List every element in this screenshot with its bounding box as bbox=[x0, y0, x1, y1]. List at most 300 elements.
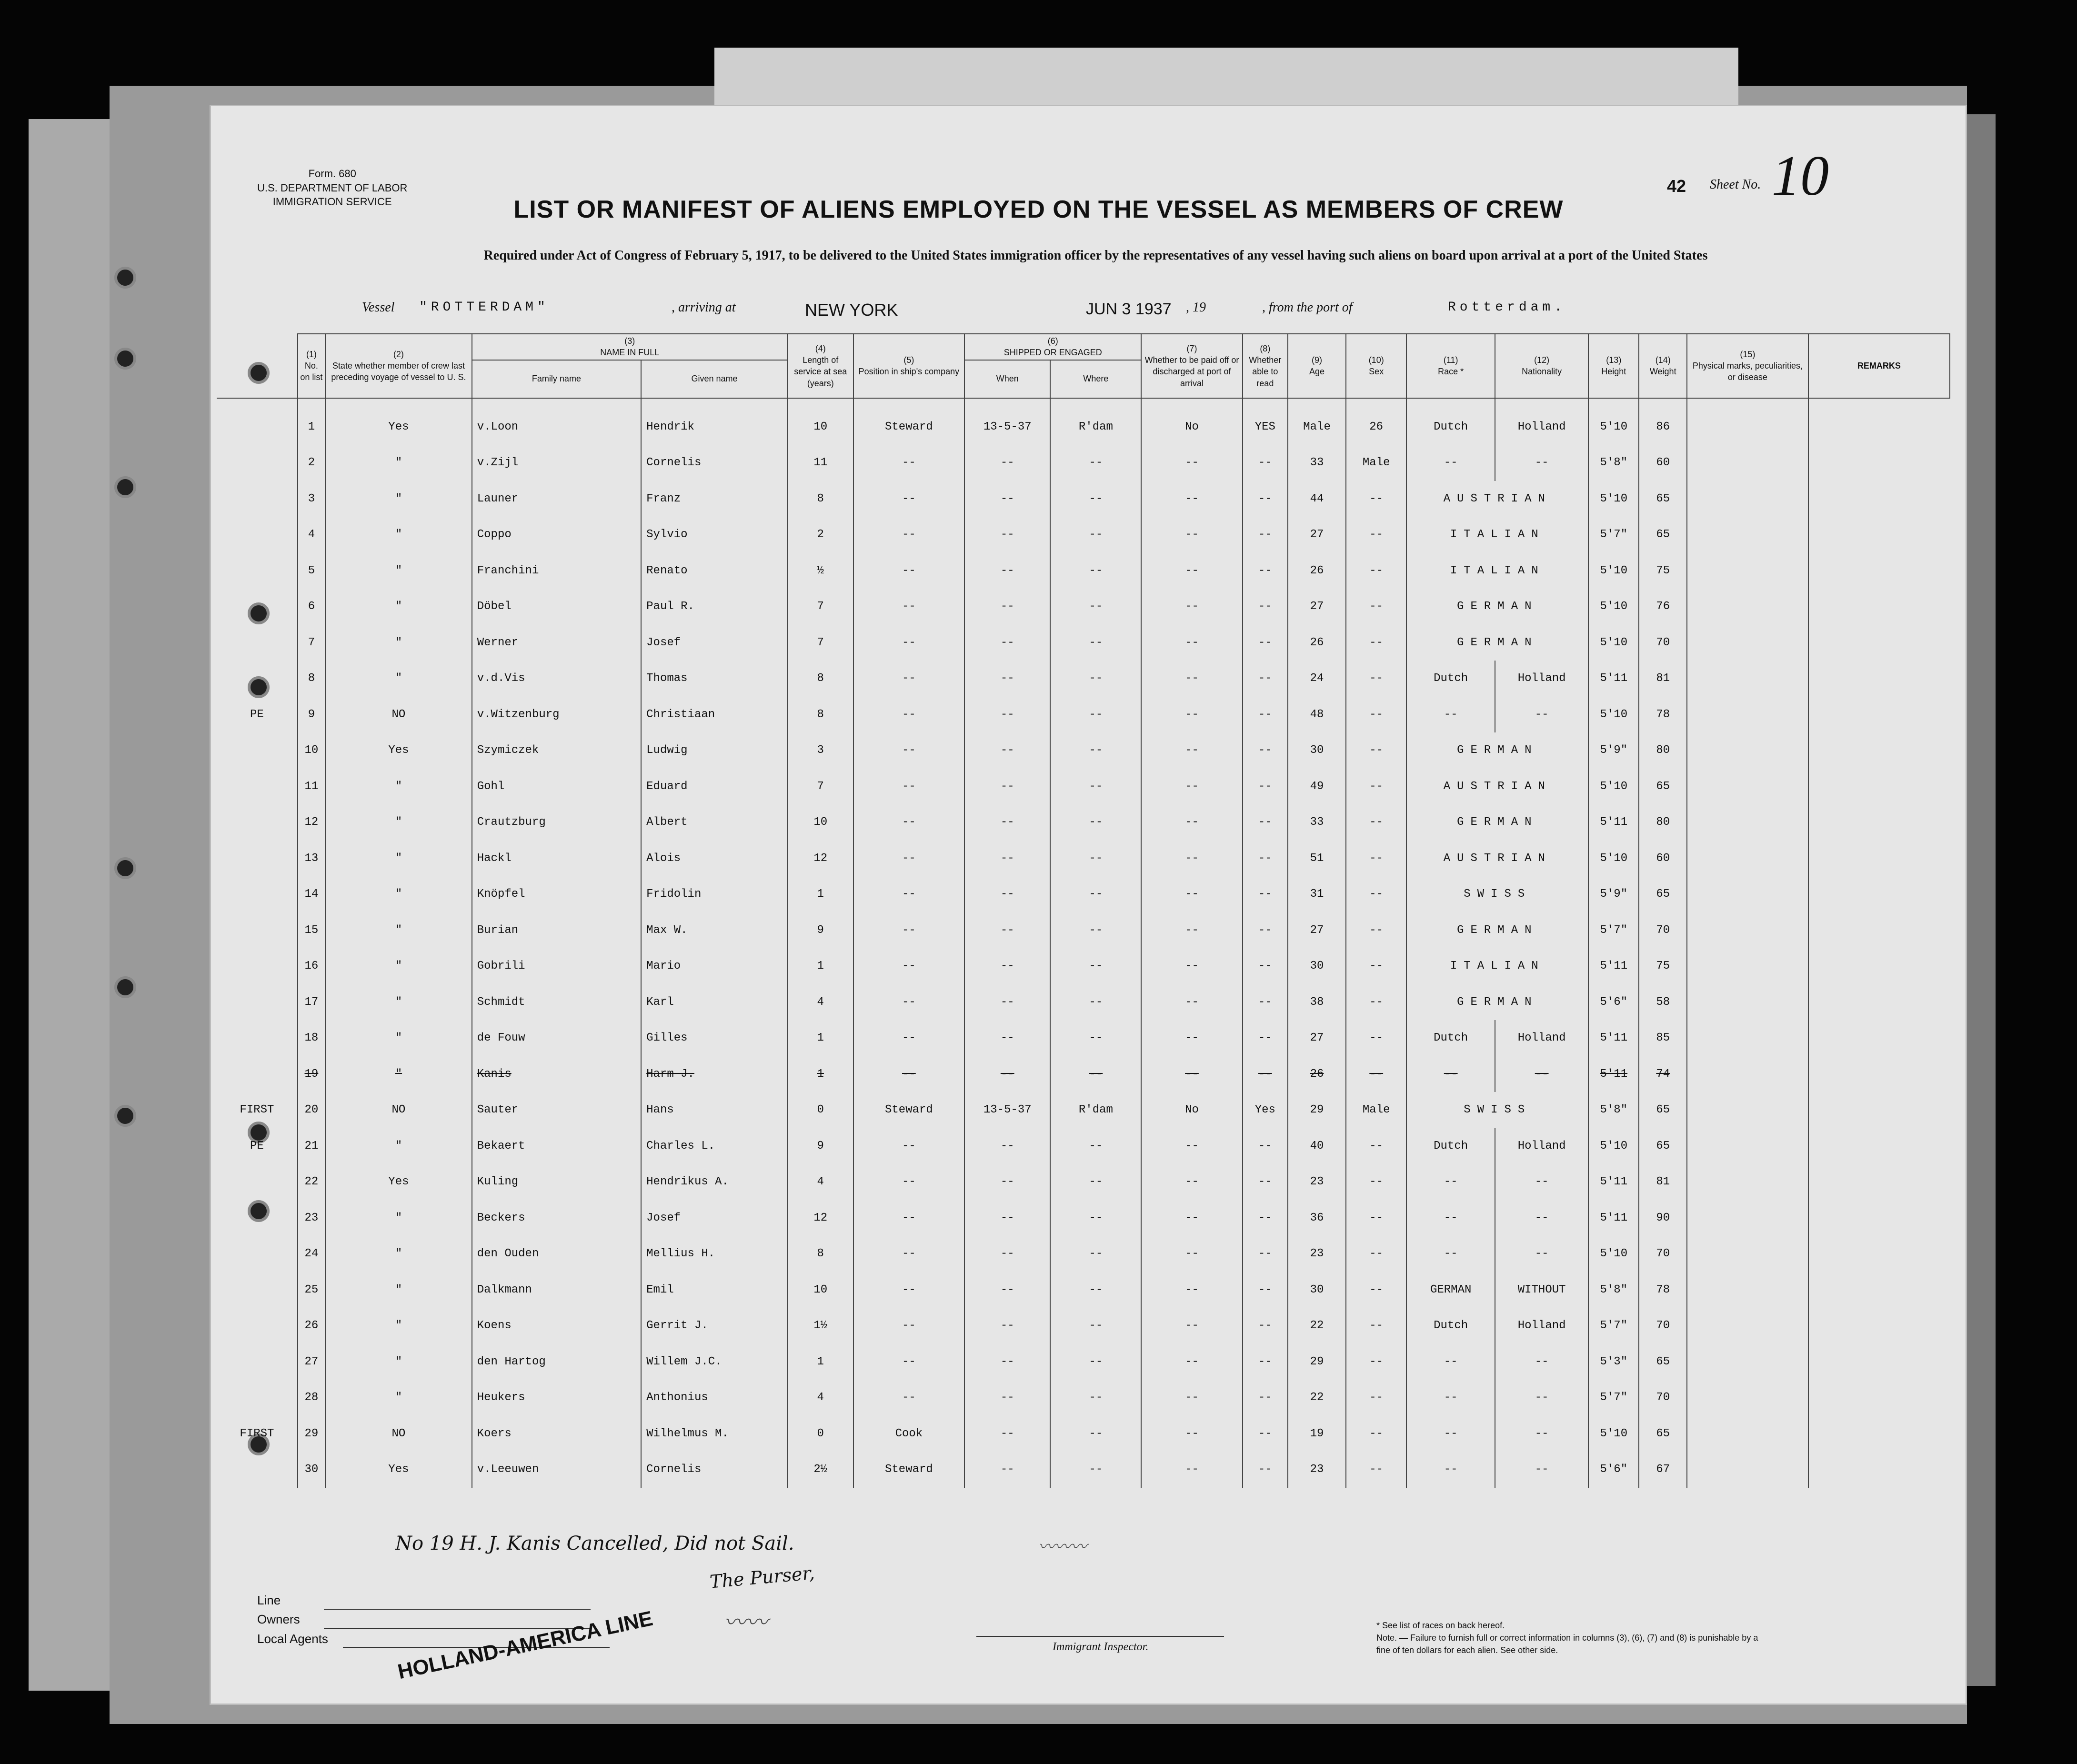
sex-cell: -- bbox=[1346, 1308, 1406, 1344]
remarks-cell bbox=[1808, 1056, 1950, 1092]
given-name-cell: Renato bbox=[641, 553, 788, 589]
list-number-cell: 2 bbox=[298, 445, 325, 481]
sex-cell: -- bbox=[1346, 589, 1406, 625]
paid-off-cell: -- bbox=[1141, 481, 1242, 517]
previous-voyage-cell: " bbox=[325, 1200, 472, 1236]
shipped-when-cell: -- bbox=[964, 1128, 1050, 1164]
binder-hole bbox=[114, 267, 136, 289]
given-name-cell: Anthonius bbox=[641, 1380, 788, 1416]
able-to-read-cell: -- bbox=[1243, 661, 1288, 697]
physical-marks-cell bbox=[1687, 1128, 1808, 1164]
physical-marks-cell bbox=[1687, 1452, 1808, 1488]
able-to-read-cell: -- bbox=[1243, 948, 1288, 984]
physical-marks-cell bbox=[1687, 1344, 1808, 1380]
position-cell: -- bbox=[853, 1200, 964, 1236]
service-years-cell: 12 bbox=[788, 1200, 853, 1236]
table-row bbox=[217, 661, 1950, 697]
list-number-cell: 22 bbox=[298, 1164, 325, 1200]
given-name-cell: Mario bbox=[641, 948, 788, 984]
previous-voyage-cell: Yes bbox=[325, 1164, 472, 1200]
race-cell: -- bbox=[1406, 1452, 1495, 1488]
position-cell: Cook bbox=[853, 1416, 964, 1452]
paid-off-cell: -- bbox=[1141, 876, 1242, 912]
sex-cell: -- bbox=[1346, 876, 1406, 912]
footer-line-label: Line bbox=[257, 1593, 281, 1607]
family-name-cell: Szymiczek bbox=[472, 732, 641, 769]
physical-marks-cell bbox=[1687, 625, 1808, 661]
row-marker-cell bbox=[217, 841, 298, 877]
purser-signature-label: The Purser, bbox=[709, 1562, 816, 1593]
race-cell: GERMAN bbox=[1406, 732, 1588, 769]
inspector-signature-rule bbox=[976, 1636, 1224, 1637]
table-row bbox=[217, 517, 1950, 553]
height-cell: 5'6" bbox=[1588, 1452, 1639, 1488]
position-cell: -- bbox=[853, 625, 964, 661]
family-name-cell: den Hartog bbox=[472, 1344, 641, 1380]
previous-voyage-cell: NO bbox=[325, 1092, 472, 1128]
paid-off-cell: -- bbox=[1141, 661, 1242, 697]
sheet-number-printed: 42 bbox=[1667, 176, 1686, 196]
position-cell: -- bbox=[853, 445, 964, 481]
physical-marks-cell bbox=[1687, 1200, 1808, 1236]
service-years-cell: 2½ bbox=[788, 1452, 853, 1488]
height-cell: 5'11 bbox=[1588, 1200, 1639, 1236]
paid-off-cell: -- bbox=[1141, 589, 1242, 625]
shipped-where-cell: -- bbox=[1050, 984, 1141, 1021]
binder-hole bbox=[114, 976, 136, 998]
previous-voyage-cell: " bbox=[325, 661, 472, 697]
family-name-cell: Kuling bbox=[472, 1164, 641, 1200]
year-suffix: , 19 bbox=[1186, 300, 1206, 315]
race-cell: -- bbox=[1406, 697, 1495, 733]
family-name-cell: Gohl bbox=[472, 769, 641, 805]
row-marker-cell bbox=[217, 1020, 298, 1056]
age-cell: 33 bbox=[1288, 445, 1346, 481]
family-name-cell: Kanis bbox=[472, 1056, 641, 1092]
row-marker-cell bbox=[217, 517, 298, 553]
able-to-read-cell: -- bbox=[1243, 1380, 1288, 1416]
position-cell: -- bbox=[853, 769, 964, 805]
age-cell: 22 bbox=[1288, 1380, 1346, 1416]
paid-off-cell: -- bbox=[1141, 732, 1242, 769]
race-cell: ITALIAN bbox=[1406, 517, 1588, 553]
race-cell: Dutch bbox=[1406, 1308, 1495, 1344]
nationality-cell: WITHOUT bbox=[1495, 1272, 1588, 1308]
height-cell: 5'10 bbox=[1588, 1416, 1639, 1452]
top-sheet-edge bbox=[714, 48, 1738, 110]
weight-cell: 70 bbox=[1639, 625, 1687, 661]
nationality-cell: -- bbox=[1495, 1056, 1588, 1092]
vessel-name: "ROTTERDAM" bbox=[419, 300, 549, 315]
height-cell: 5'10 bbox=[1588, 697, 1639, 733]
position-cell: -- bbox=[853, 697, 964, 733]
list-number-cell: 16 bbox=[298, 948, 325, 984]
row-marker-cell bbox=[217, 1056, 298, 1092]
height-cell: 5'10 bbox=[1588, 841, 1639, 877]
list-number-cell: 27 bbox=[298, 1344, 325, 1380]
given-name-cell: Mellius H. bbox=[641, 1236, 788, 1272]
previous-voyage-cell: Yes bbox=[325, 732, 472, 769]
list-number-cell: 18 bbox=[298, 1020, 325, 1056]
header-position: (5) Position in ship's company bbox=[853, 334, 964, 398]
shipped-where-cell: -- bbox=[1050, 912, 1141, 949]
row-marker-cell bbox=[217, 984, 298, 1021]
previous-voyage-cell: Yes bbox=[325, 398, 472, 445]
physical-marks-cell bbox=[1687, 1416, 1808, 1452]
physical-marks-cell bbox=[1687, 876, 1808, 912]
previous-voyage-cell: " bbox=[325, 984, 472, 1021]
shipped-when-cell: -- bbox=[964, 1020, 1050, 1056]
row-marker-cell bbox=[217, 445, 298, 481]
header-age: (9) Age bbox=[1288, 334, 1346, 398]
previous-voyage-cell: " bbox=[325, 553, 472, 589]
list-number-cell: 1 bbox=[298, 398, 325, 445]
family-name-cell: den Ouden bbox=[472, 1236, 641, 1272]
paid-off-cell: -- bbox=[1141, 697, 1242, 733]
remarks-cell bbox=[1808, 1200, 1950, 1236]
table-row bbox=[217, 1380, 1950, 1416]
row-marker-cell bbox=[217, 553, 298, 589]
shipped-where-cell: -- bbox=[1050, 1344, 1141, 1380]
weight-cell: 81 bbox=[1639, 1164, 1687, 1200]
height-cell: 5'7" bbox=[1588, 1308, 1639, 1344]
nationality-cell: -- bbox=[1495, 1236, 1588, 1272]
able-to-read-cell: -- bbox=[1243, 1200, 1288, 1236]
nationality-cell: Holland bbox=[1495, 1020, 1588, 1056]
able-to-read-cell: -- bbox=[1243, 876, 1288, 912]
paid-off-cell: -- bbox=[1141, 1056, 1242, 1092]
able-to-read-cell: -- bbox=[1243, 1236, 1288, 1272]
given-name-cell: Eduard bbox=[641, 769, 788, 805]
remarks-cell bbox=[1808, 1380, 1950, 1416]
able-to-read-cell: -- bbox=[1243, 481, 1288, 517]
given-name-cell: Emil bbox=[641, 1272, 788, 1308]
remarks-cell bbox=[1808, 445, 1950, 481]
weight-cell: 90 bbox=[1639, 1200, 1687, 1236]
header-sex: (10) Sex bbox=[1346, 334, 1406, 398]
row-marker-cell bbox=[217, 1236, 298, 1272]
physical-marks-cell bbox=[1687, 1020, 1808, 1056]
shipped-when-cell: -- bbox=[964, 1236, 1050, 1272]
previous-voyage-cell: " bbox=[325, 1344, 472, 1380]
paid-off-cell: -- bbox=[1141, 804, 1242, 841]
weight-cell: 70 bbox=[1639, 912, 1687, 949]
table-row bbox=[217, 912, 1950, 949]
shipped-where-cell: -- bbox=[1050, 517, 1141, 553]
paid-off-cell: -- bbox=[1141, 1308, 1242, 1344]
service-years-cell: 7 bbox=[788, 769, 853, 805]
service-years-cell: 10 bbox=[788, 398, 853, 445]
list-number-cell: 4 bbox=[298, 517, 325, 553]
family-name-cell: Crautzburg bbox=[472, 804, 641, 841]
list-number-cell: 15 bbox=[298, 912, 325, 949]
weight-cell: 74 bbox=[1639, 1056, 1687, 1092]
remarks-cell bbox=[1808, 1452, 1950, 1488]
row-marker-cell bbox=[217, 732, 298, 769]
list-number-cell: 11 bbox=[298, 769, 325, 805]
weight-cell: 65 bbox=[1639, 481, 1687, 517]
given-name-cell: Charles L. bbox=[641, 1128, 788, 1164]
weight-cell: 70 bbox=[1639, 1308, 1687, 1344]
table-row bbox=[217, 1308, 1950, 1344]
shipped-where-cell: -- bbox=[1050, 1380, 1141, 1416]
position-cell: -- bbox=[853, 553, 964, 589]
height-cell: 5'11 bbox=[1588, 1164, 1639, 1200]
previous-voyage-cell: NO bbox=[325, 697, 472, 733]
able-to-read-cell: -- bbox=[1243, 732, 1288, 769]
physical-marks-cell bbox=[1687, 732, 1808, 769]
sex-cell: -- bbox=[1346, 1416, 1406, 1452]
header-previous-voyage: (2) State whether member of crew last preceding voyage of vessel to U. S. bbox=[325, 334, 472, 398]
header-physical-marks: (15) Physical marks, peculiarities, or disease bbox=[1687, 334, 1808, 398]
physical-marks-cell bbox=[1687, 697, 1808, 733]
table-row bbox=[217, 876, 1950, 912]
race-cell: SWISS bbox=[1406, 1092, 1588, 1128]
shipped-when-cell: -- bbox=[964, 912, 1050, 949]
age-cell: 29 bbox=[1288, 1344, 1346, 1380]
manifest-title: LIST OR MANIFEST OF ALIENS EMPLOYED ON THE VESSEL AS MEMBERS OF CREW bbox=[513, 196, 1564, 223]
row-marker-cell bbox=[217, 1344, 298, 1380]
service-years-cell: 4 bbox=[788, 1380, 853, 1416]
sex-cell: -- bbox=[1346, 517, 1406, 553]
service-years-cell: 8 bbox=[788, 661, 853, 697]
table-row bbox=[217, 398, 1950, 445]
given-name-cell: Josef bbox=[641, 625, 788, 661]
service-years-cell: 1 bbox=[788, 876, 853, 912]
previous-voyage-cell: " bbox=[325, 1380, 472, 1416]
family-name-cell: Heukers bbox=[472, 1380, 641, 1416]
age-cell: 49 bbox=[1288, 769, 1346, 805]
shipped-where-cell: -- bbox=[1050, 1128, 1141, 1164]
header-shipped-or-engaged: (6) SHIPPED OR ENGAGED bbox=[964, 334, 1141, 360]
nationality-cell: -- bbox=[1495, 1200, 1588, 1236]
nationality-cell: Holland bbox=[1495, 398, 1588, 445]
table-row bbox=[217, 1164, 1950, 1200]
row-marker-cell bbox=[217, 1380, 298, 1416]
shipped-when-cell: -- bbox=[964, 1452, 1050, 1488]
arrival-date-stamp: JUN 3 1937 bbox=[1086, 300, 1172, 318]
previous-voyage-cell: " bbox=[325, 1056, 472, 1092]
sex-cell: -- bbox=[1346, 912, 1406, 949]
position-cell: -- bbox=[853, 1056, 964, 1092]
height-cell: 5'10 bbox=[1588, 769, 1639, 805]
service-years-cell: 1 bbox=[788, 1056, 853, 1092]
service-years-cell: 11 bbox=[788, 445, 853, 481]
list-number-cell: 21 bbox=[298, 1128, 325, 1164]
header-list-number: (1) No. on list bbox=[298, 334, 325, 398]
row-marker-cell: FIRST bbox=[217, 1416, 298, 1452]
nationality-cell: -- bbox=[1495, 1344, 1588, 1380]
able-to-read-cell: -- bbox=[1243, 1056, 1288, 1092]
family-name-cell: Werner bbox=[472, 625, 641, 661]
shipped-when-cell: -- bbox=[964, 1416, 1050, 1452]
able-to-read-cell: -- bbox=[1243, 1416, 1288, 1452]
purser-signature: 〰〰 bbox=[724, 1609, 768, 1635]
physical-marks-cell bbox=[1687, 948, 1808, 984]
physical-marks-cell bbox=[1687, 398, 1808, 445]
family-name-cell: Burian bbox=[472, 912, 641, 949]
header-name-in-full: (3) NAME IN FULL bbox=[472, 334, 788, 360]
position-cell: -- bbox=[853, 1380, 964, 1416]
position-cell: -- bbox=[853, 517, 964, 553]
physical-marks-cell bbox=[1687, 1164, 1808, 1200]
shipped-where-cell: -- bbox=[1050, 1308, 1141, 1344]
able-to-read-cell: Yes bbox=[1243, 1092, 1288, 1128]
able-to-read-cell: YES bbox=[1243, 398, 1288, 445]
row-marker-cell bbox=[217, 589, 298, 625]
paid-off-cell: No bbox=[1141, 398, 1242, 445]
physical-marks-cell bbox=[1687, 1380, 1808, 1416]
list-number-cell: 24 bbox=[298, 1236, 325, 1272]
service-years-cell: 4 bbox=[788, 984, 853, 1021]
previous-voyage-cell: " bbox=[325, 445, 472, 481]
physical-marks-cell bbox=[1687, 1092, 1808, 1128]
row-marker-cell bbox=[217, 769, 298, 805]
shipped-when-cell: -- bbox=[964, 1056, 1050, 1092]
previous-voyage-cell: " bbox=[325, 948, 472, 984]
weight-cell: 65 bbox=[1639, 1344, 1687, 1380]
line-signature-rule bbox=[324, 1609, 591, 1610]
shipped-when-cell: -- bbox=[964, 876, 1050, 912]
service-years-cell: 8 bbox=[788, 697, 853, 733]
service-years-cell: 4 bbox=[788, 1164, 853, 1200]
shipped-where-cell: -- bbox=[1050, 769, 1141, 805]
paid-off-cell: -- bbox=[1141, 1344, 1242, 1380]
shipped-when-cell: -- bbox=[964, 697, 1050, 733]
remarks-cell bbox=[1808, 1128, 1950, 1164]
family-name-cell: Hackl bbox=[472, 841, 641, 877]
sex-cell: -- bbox=[1346, 1452, 1406, 1488]
position-cell: -- bbox=[853, 589, 964, 625]
header-race: (11) Race * bbox=[1406, 334, 1495, 398]
table-row bbox=[217, 841, 1950, 877]
able-to-read-cell: -- bbox=[1243, 984, 1288, 1021]
nationality-cell: Holland bbox=[1495, 1128, 1588, 1164]
height-cell: 5'10 bbox=[1588, 625, 1639, 661]
position-cell: Steward bbox=[853, 1092, 964, 1128]
physical-marks-cell bbox=[1687, 553, 1808, 589]
service-years-cell: 10 bbox=[788, 1272, 853, 1308]
remarks-cell bbox=[1808, 948, 1950, 984]
shipped-when-cell: -- bbox=[964, 445, 1050, 481]
remarks-cell bbox=[1808, 732, 1950, 769]
given-name-cell: Gilles bbox=[641, 1020, 788, 1056]
sex-cell: -- bbox=[1346, 661, 1406, 697]
mark-column-header bbox=[217, 334, 298, 398]
age-cell: 26 bbox=[1288, 625, 1346, 661]
service-years-cell: 1 bbox=[788, 1344, 853, 1380]
paid-off-cell: -- bbox=[1141, 984, 1242, 1021]
given-name-cell: Sylvio bbox=[641, 517, 788, 553]
shipped-where-cell: -- bbox=[1050, 661, 1141, 697]
race-cell: GERMAN bbox=[1406, 912, 1588, 949]
paid-off-cell: -- bbox=[1141, 1236, 1242, 1272]
list-number-cell: 17 bbox=[298, 984, 325, 1021]
age-cell: 23 bbox=[1288, 1452, 1346, 1488]
shipped-where-cell: -- bbox=[1050, 876, 1141, 912]
immigrant-inspector-label: Immigrant Inspector. bbox=[1053, 1641, 1149, 1653]
list-number-cell: 14 bbox=[298, 876, 325, 912]
list-number-cell: 20 bbox=[298, 1092, 325, 1128]
previous-voyage-cell: " bbox=[325, 589, 472, 625]
race-cell: SWISS bbox=[1406, 876, 1588, 912]
sheet-number-handwritten: 10 bbox=[1772, 144, 1829, 207]
shipped-where-cell: -- bbox=[1050, 732, 1141, 769]
shipped-when-cell: -- bbox=[964, 661, 1050, 697]
arriving-label: , arriving at bbox=[672, 300, 736, 315]
position-cell: -- bbox=[853, 1020, 964, 1056]
paid-off-cell: -- bbox=[1141, 517, 1242, 553]
physical-marks-cell bbox=[1687, 1272, 1808, 1308]
shipped-when-cell: -- bbox=[964, 517, 1050, 553]
previous-voyage-cell: " bbox=[325, 517, 472, 553]
row-marker-cell bbox=[217, 1200, 298, 1236]
given-name-cell: Thomas bbox=[641, 661, 788, 697]
height-cell: 5'10 bbox=[1588, 553, 1639, 589]
height-cell: 5'11 bbox=[1588, 661, 1639, 697]
shipped-when-cell: -- bbox=[964, 589, 1050, 625]
list-number-cell: 8 bbox=[298, 661, 325, 697]
shipped-when-cell: -- bbox=[964, 984, 1050, 1021]
sex-cell: -- bbox=[1346, 948, 1406, 984]
shipped-where-cell: -- bbox=[1050, 1452, 1141, 1488]
previous-voyage-cell: " bbox=[325, 481, 472, 517]
nationality-cell: -- bbox=[1495, 697, 1588, 733]
family-name-cell: Koers bbox=[472, 1416, 641, 1452]
service-years-cell: 8 bbox=[788, 1236, 853, 1272]
previous-voyage-cell: " bbox=[325, 876, 472, 912]
holland-america-line-stamp: HOLLAND-AMERICA LINE bbox=[395, 1606, 655, 1684]
remarks-cell bbox=[1808, 912, 1950, 949]
table-row bbox=[217, 445, 1950, 481]
binder-hole bbox=[114, 857, 136, 879]
paid-off-cell: -- bbox=[1141, 1200, 1242, 1236]
shipped-when-cell: -- bbox=[964, 1308, 1050, 1344]
handwritten-cancellation-note: No 19 H. J. Kanis Cancelled, Did not Sail. bbox=[395, 1533, 794, 1554]
shipped-where-cell: -- bbox=[1050, 804, 1141, 841]
paid-off-cell: -- bbox=[1141, 912, 1242, 949]
previous-voyage-cell: " bbox=[325, 1020, 472, 1056]
row-marker-cell bbox=[217, 481, 298, 517]
shipped-when-cell: -- bbox=[964, 732, 1050, 769]
header-family-name: Family name bbox=[472, 360, 641, 398]
position-cell: -- bbox=[853, 1128, 964, 1164]
position-cell: -- bbox=[853, 912, 964, 949]
header-given-name: Given name bbox=[641, 360, 788, 398]
race-cell: -- bbox=[1406, 1200, 1495, 1236]
age-cell: 29 bbox=[1288, 1092, 1346, 1128]
row-marker-cell bbox=[217, 876, 298, 912]
age-cell: 22 bbox=[1288, 1308, 1346, 1344]
weight-cell: 76 bbox=[1639, 589, 1687, 625]
remarks-cell bbox=[1808, 1272, 1950, 1308]
age-cell: 24 bbox=[1288, 661, 1346, 697]
given-name-cell: Harm J. bbox=[641, 1056, 788, 1092]
sex-cell: -- bbox=[1346, 1272, 1406, 1308]
remarks-cell bbox=[1808, 876, 1950, 912]
shipped-when-cell: -- bbox=[964, 1344, 1050, 1380]
sex-cell: -- bbox=[1346, 1344, 1406, 1380]
given-name-cell: Ludwig bbox=[641, 732, 788, 769]
paid-off-cell: -- bbox=[1141, 625, 1242, 661]
physical-marks-cell bbox=[1687, 445, 1808, 481]
table-row bbox=[217, 804, 1950, 841]
list-number-cell: 23 bbox=[298, 1200, 325, 1236]
remarks-cell bbox=[1808, 1236, 1950, 1272]
binder-hole bbox=[114, 1105, 136, 1127]
physical-marks-cell bbox=[1687, 517, 1808, 553]
weight-cell: 60 bbox=[1639, 841, 1687, 877]
